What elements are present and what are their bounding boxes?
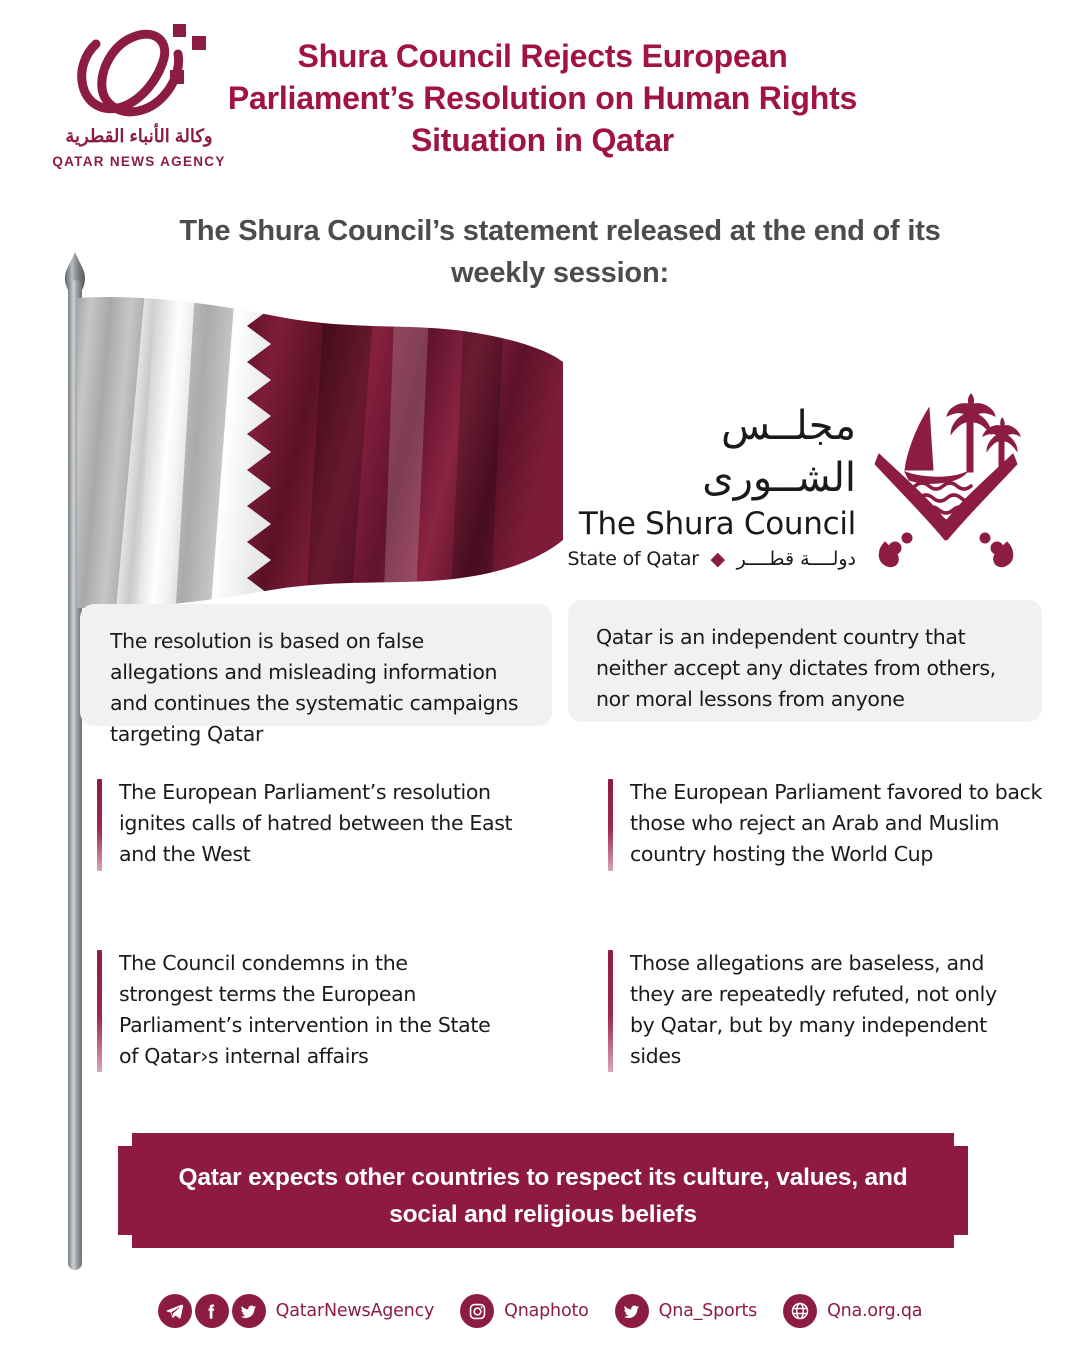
point-card-5 [97, 948, 497, 1078]
social-group-twitter-sports [615, 1294, 783, 1328]
shura-logo-text [556, 400, 856, 574]
qatar-flag-icon [75, 290, 565, 620]
point-card-4-text: The European Parliament favored to back those who reject an Arab and Muslim country hosting the World Cup [630, 780, 1043, 866]
qna-logo [44, 22, 234, 182]
highlight-banner [118, 1133, 968, 1248]
qna-logo-arabic: وكالة الأنباء القطرية [65, 126, 213, 146]
instagram-icon[interactable] [460, 1294, 494, 1328]
footer-social-bar [0, 1288, 1080, 1334]
qna-logo-mark [66, 22, 216, 127]
shura-logo-english: The Shura Council [578, 506, 856, 542]
page-subtitle: The Shura Council’s statement released at the end of its weekly session: [179, 215, 941, 289]
globe-icon[interactable] [783, 1294, 817, 1328]
header [0, 0, 1080, 195]
shura-logo-subtitle-en: State of Qatar [567, 548, 699, 570]
social-group-instagram [460, 1294, 614, 1328]
point-accent-bar [608, 779, 613, 871]
highlight-banner-text: Qatar expects other countries to respect its culture, values, and social and religious beliefs [178, 1164, 908, 1228]
point-card-1-text: The resolution is based on false allegations and misleading information and continues the systematic campaigns targeting Qatar [110, 629, 519, 746]
qatar-state-emblem-icon [871, 392, 1021, 572]
twitter-icon[interactable] [615, 1294, 649, 1328]
point-card-2-text: Qatar is an independent country that neither accept any dictates from others, nor moral lessons from anyone [596, 625, 996, 711]
social-group-main [158, 1294, 460, 1328]
shura-logo-arabic: مجلــس الشــورى [702, 403, 856, 501]
facebook-icon[interactable] [195, 1294, 229, 1328]
social-label-qatarnewsagency[interactable]: QatarNewsAgency [275, 1301, 435, 1321]
telegram-icon[interactable] [158, 1294, 192, 1328]
point-card-3-text: The European Parliament’s resolution ignites calls of hatred between the East and the West [119, 780, 513, 866]
point-card-5-text: The Council condemns in the strongest terms the European Parliament’s intervention in the State of Qatar›s internal affairs [119, 951, 491, 1068]
diamond-separator-icon: ◆ [704, 548, 731, 570]
point-accent-bar [608, 950, 613, 1072]
social-group-website [783, 1294, 922, 1328]
point-accent-bar [97, 950, 102, 1072]
point-card-6 [608, 948, 1008, 1078]
point-accent-bar [97, 779, 102, 871]
social-label-website[interactable]: Qna.org.qa [827, 1301, 923, 1321]
point-card-1 [80, 604, 552, 746]
shura-logo-subtitle-ar: دولــــة قطــــر [736, 548, 856, 570]
point-card-3 [97, 777, 547, 877]
twitter-icon[interactable] [232, 1294, 266, 1328]
qna-logo-english: QATAR NEWS AGENCY [52, 154, 226, 169]
shura-logo-subtitle [556, 544, 856, 574]
point-card-6-text: Those allegations are baseless, and they are repeatedly refuted, not only by Qatar, but by many independent sides [630, 951, 997, 1068]
social-label-qna-sports[interactable]: Qna_Sports [658, 1301, 758, 1321]
shura-council-logo [556, 392, 1026, 592]
point-card-2 [568, 600, 1042, 722]
social-label-qnaphoto[interactable]: Qnaphoto [504, 1301, 589, 1321]
point-card-4 [608, 777, 1043, 877]
page-title: Shura Council Rejects European Parliament’s Resolution on Human Rights Situation in Qatar [227, 38, 858, 158]
